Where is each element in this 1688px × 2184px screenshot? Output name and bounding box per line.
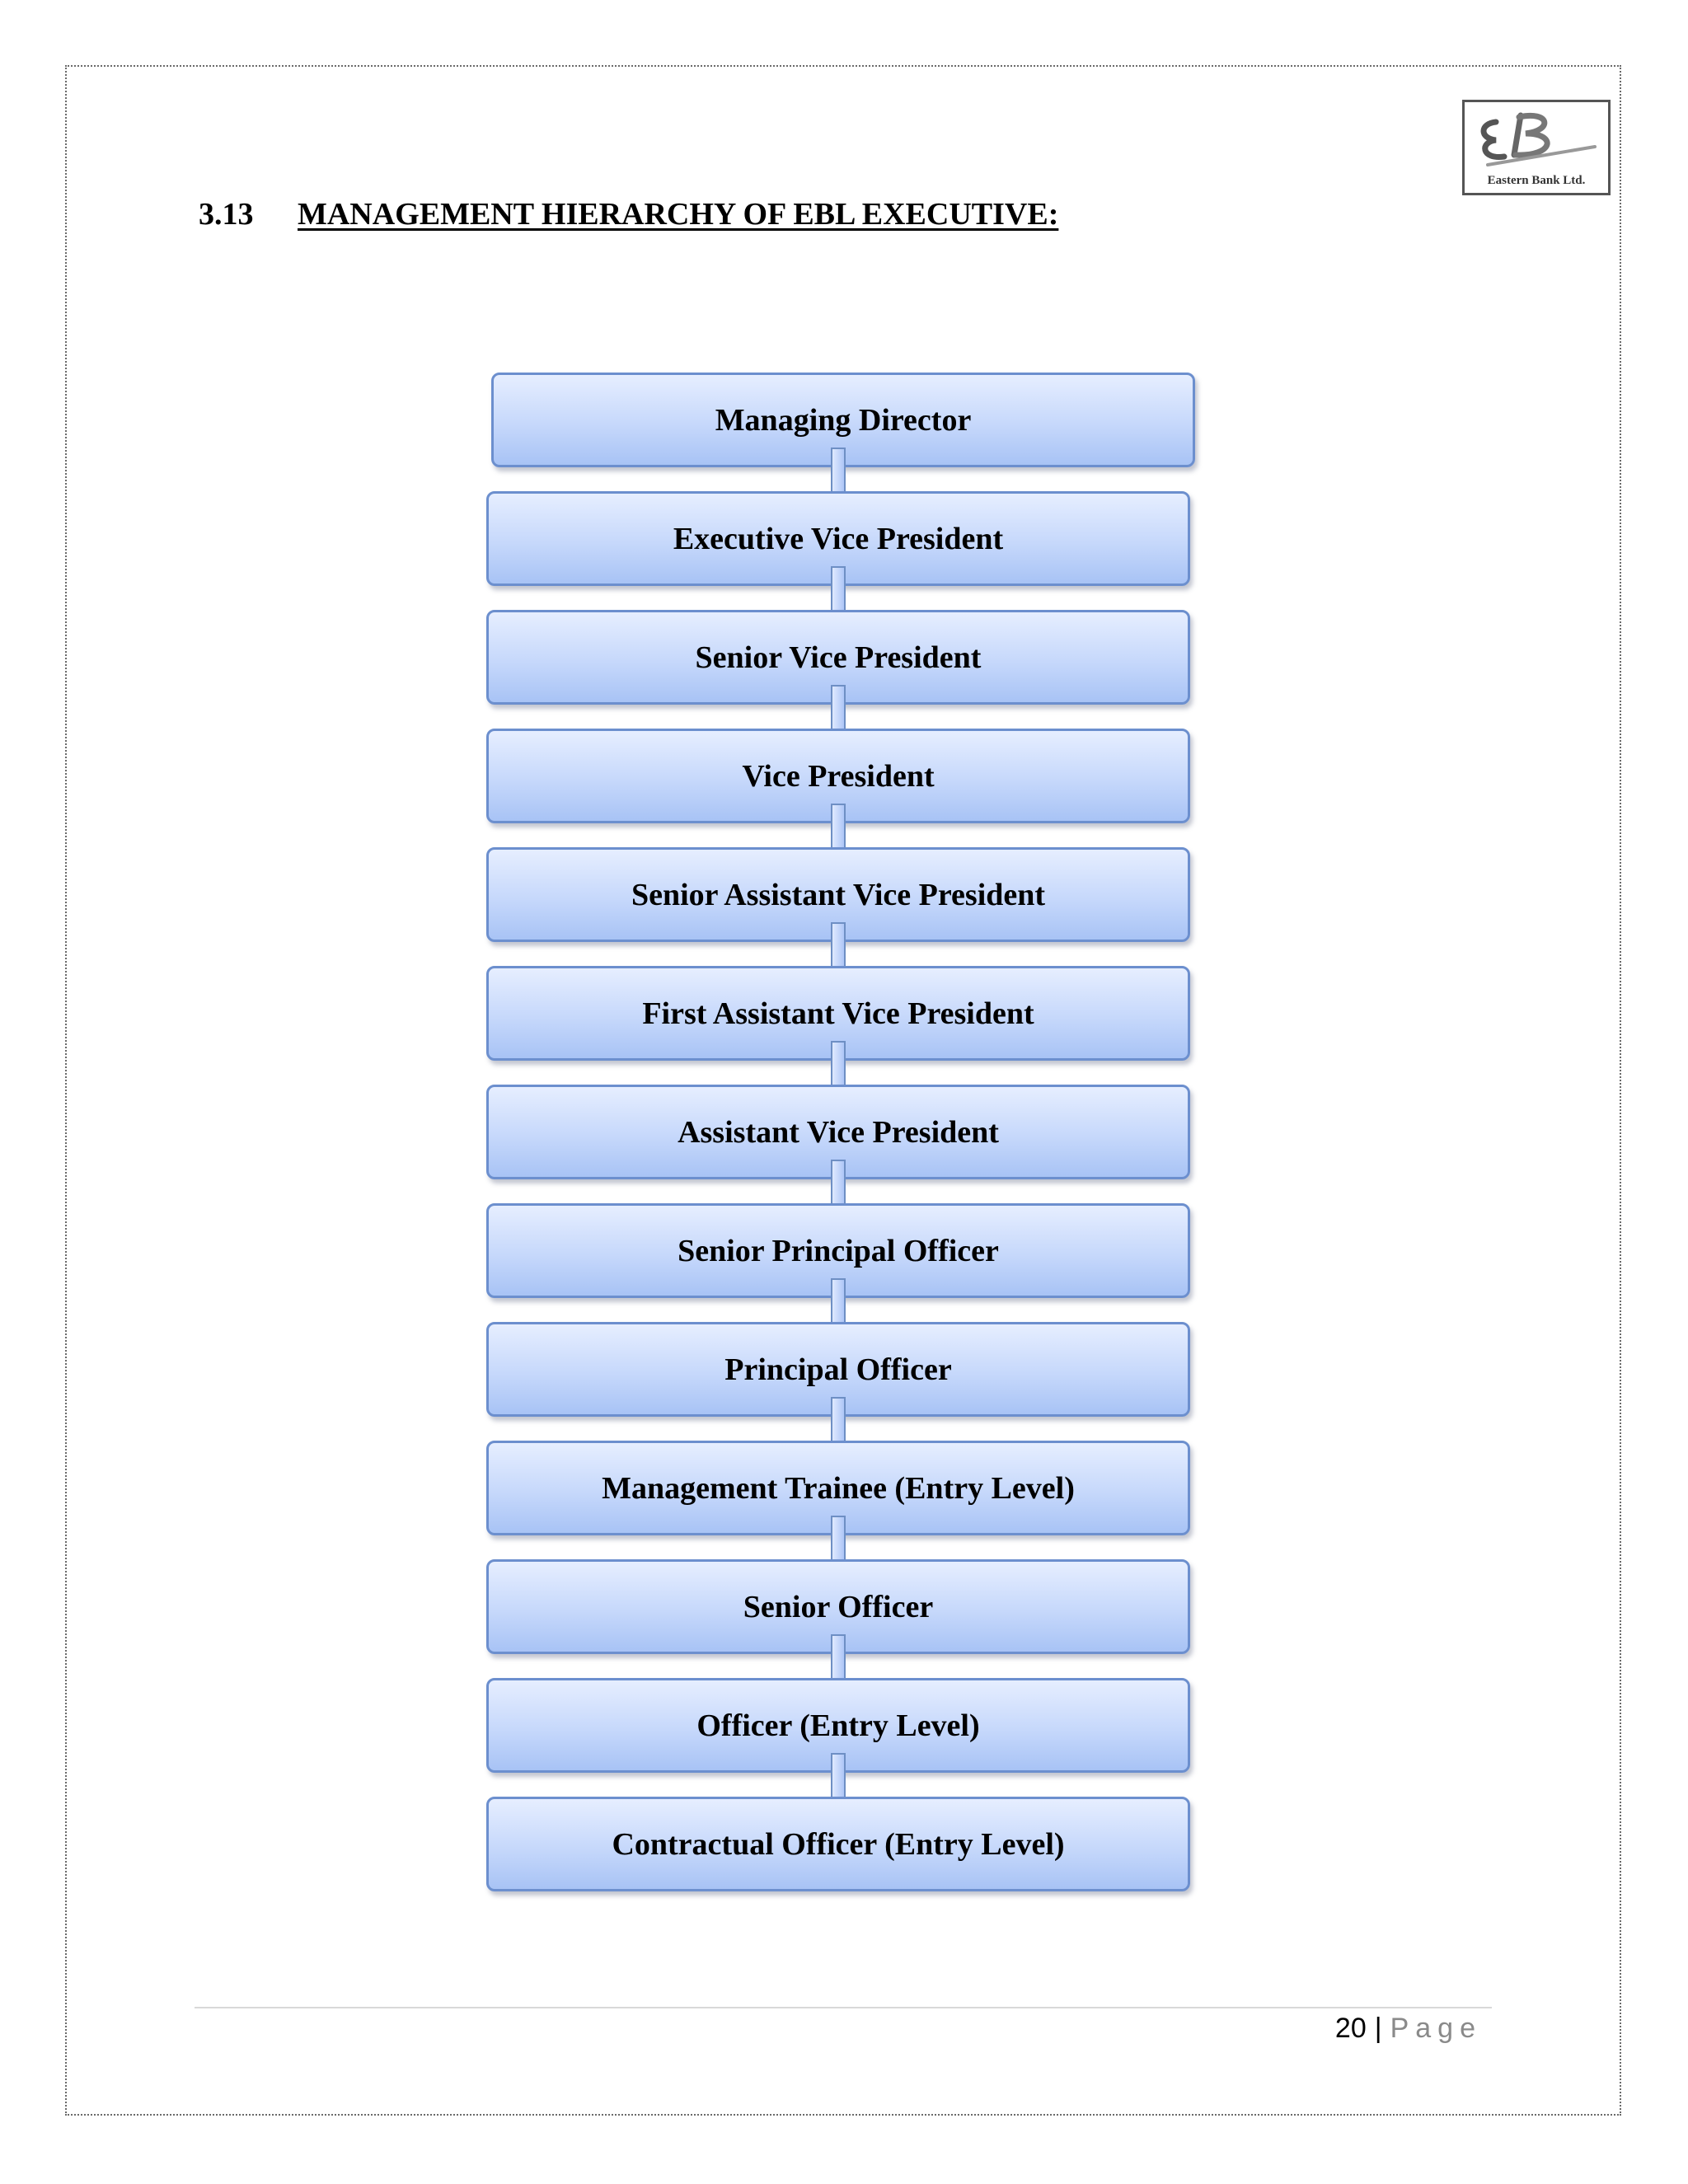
eb-logo-icon	[1471, 105, 1603, 171]
page-label: Page	[1390, 2013, 1482, 2044]
hierarchy-node: Vice President	[486, 729, 1190, 823]
hierarchy-node: Senior Vice President	[486, 610, 1190, 705]
hierarchy-node: Senior Principal Officer	[486, 1203, 1190, 1298]
page-footer	[1335, 2013, 1482, 2045]
hierarchy-node: Assistant Vice President	[486, 1085, 1190, 1179]
hierarchy-node: Officer (Entry Level)	[486, 1678, 1190, 1773]
hierarchy-node: Management Trainee (Entry Level)	[486, 1441, 1190, 1535]
hierarchy-node: Senior Officer	[486, 1559, 1190, 1654]
footer-rule	[195, 2007, 1492, 2008]
section-number: 3.13	[199, 197, 254, 232]
logo-caption: Eastern Bank Ltd.	[1487, 174, 1586, 187]
bank-logo	[1462, 100, 1611, 195]
hierarchy-node: First Assistant Vice President	[486, 966, 1190, 1061]
hierarchy-node: Principal Officer	[486, 1322, 1190, 1417]
footer-separator: |	[1374, 2013, 1382, 2044]
hierarchy-node: Senior Assistant Vice President	[486, 847, 1190, 942]
page-number: 20	[1334, 2013, 1367, 2044]
hierarchy-node: Managing Director	[491, 373, 1195, 467]
hierarchy-node: Executive Vice President	[486, 491, 1190, 586]
hierarchy-node: Contractual Officer (Entry Level)	[486, 1797, 1190, 1891]
section-heading	[199, 196, 1058, 232]
section-title: MANAGEMENT HIERARCHY OF EBL EXECUTIVE:	[298, 197, 1059, 232]
